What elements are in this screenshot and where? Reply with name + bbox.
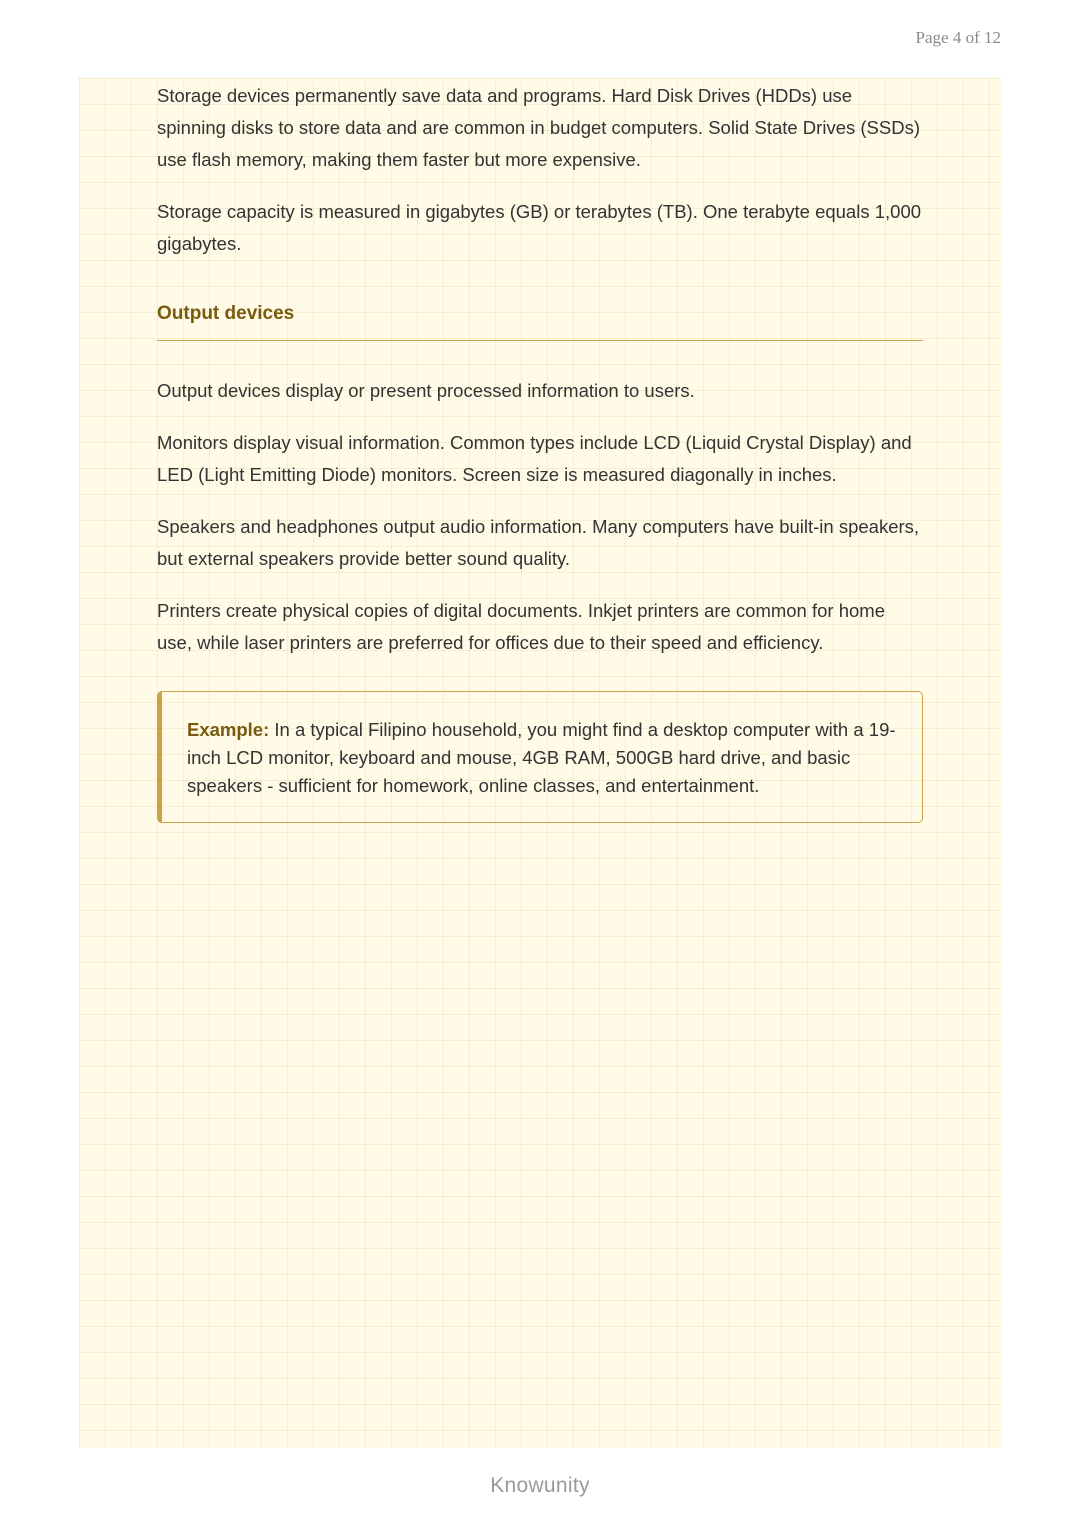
- footer-brand: Knowunity: [490, 1474, 590, 1497]
- page-number: Page 4 of 12: [915, 28, 1001, 47]
- storage-paragraph-1: Storage devices permanently save data and programs. Hard Disk Drives (HDDs) use spinning disks to store data and are common in budget computers. Solid State Drives (SSDs) use flash memory, making them faster but more expensive.: [157, 85, 920, 170]
- example-callout: [157, 691, 923, 823]
- output-paragraph-printers: Printers create physical copies of digital documents. Inkjet printers are common for home use, while laser printers are preferred for offices due to their speed and efficiency.: [157, 600, 885, 653]
- output-paragraph-speakers: Speakers and headphones output audio information. Many computers have built-in speakers, but external speakers provide better sound quality.: [157, 516, 920, 569]
- output-paragraph-1: Output devices display or present processed information to users.: [157, 380, 695, 401]
- content-column: [157, 80, 923, 823]
- grid-paper-sheet: [79, 78, 1001, 1448]
- storage-paragraph-2: Storage capacity is measured in gigabytes (GB) or terabytes (TB). One terabyte equals 1,000 gigabytes.: [157, 201, 922, 254]
- example-text: In a typical Filipino household, you might find a desktop computer with a 19-inch LCD monitor, keyboard and mouse, 4GB RAM, 500GB hard drive, and basic speakers - sufficient for homework, online classes, and entertainment.: [187, 719, 896, 796]
- example-label: Example:: [187, 719, 275, 740]
- section-heading-output-devices: Output devices: [157, 303, 295, 324]
- output-paragraph-monitors: Monitors display visual information. Common types include LCD (Liquid Crystal Display) and LED (Light Emitting Diode) monitors. Screen size is measured diagonally in inches.: [157, 432, 912, 485]
- section-divider: [157, 340, 923, 341]
